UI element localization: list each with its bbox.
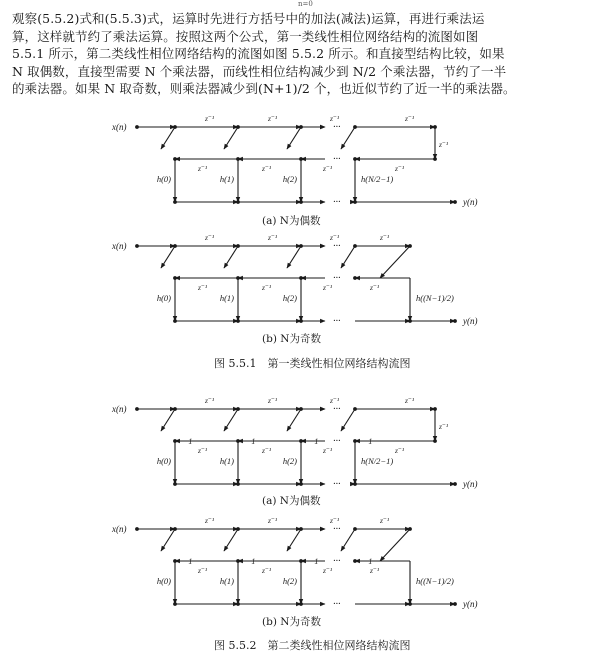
coef-label-h3: h(N/2−1) — [361, 456, 394, 466]
paragraph-line: 算，这样就节约了乘法运算。按照这两个公式，第一类线性相位网络结构的流图如图 — [12, 28, 479, 44]
node-dot — [299, 125, 303, 129]
diag-branch — [341, 127, 355, 149]
paragraph-line: 观察(5.5.2)式和(5.5.3)式，运算时先进行方括号中的加法(减法)运算，再进行乘法运 — [12, 11, 485, 26]
ellipsis: ··· — [333, 524, 341, 535]
node-dot — [408, 602, 412, 606]
node-dot — [299, 602, 303, 606]
output-label: y(n) — [463, 316, 478, 326]
coef-label-h2: h(2) — [282, 174, 297, 184]
coef-label-h1: h(1) — [219, 174, 234, 184]
node-dot — [236, 602, 240, 606]
diag-branch — [341, 246, 355, 268]
coef-label-h1: h(1) — [219, 456, 234, 466]
node-dot — [299, 482, 303, 486]
delay-label: z⁻¹ — [262, 566, 272, 575]
node-dot — [353, 125, 357, 129]
node-dot — [353, 559, 357, 563]
coef-label-h3: h((N−1)/2) — [416, 293, 454, 303]
ellipsis: ··· — [333, 273, 341, 284]
node-dot — [453, 319, 457, 323]
paragraph-line: 的乘法器。如果 N 取奇数，则乘法器减少到(N+1)/2 个，也近似节约了近一半的乘法器。 — [12, 81, 516, 97]
figure2a-subcaption: (a) N为偶数 — [262, 495, 321, 507]
coef-label-h0: h(0) — [156, 174, 171, 184]
minus-one-label: −1 — [183, 437, 193, 446]
minus-one-label: −1 — [363, 557, 373, 566]
node-dot — [173, 407, 177, 411]
node-dot — [433, 157, 437, 161]
ellipsis: ··· — [333, 197, 341, 208]
paragraph-line: 5.5.1 所示，第二类线性相位网络结构的流图如图 5.5.2 所示。和直接型结构比较，如果 — [12, 46, 505, 62]
node-dot — [433, 407, 437, 411]
node-dot — [408, 527, 412, 531]
delay-label: z⁻¹ — [268, 233, 278, 242]
node-dot — [353, 200, 357, 204]
diag-branch — [341, 409, 355, 431]
delay-label: z⁻¹ — [198, 566, 208, 575]
node-dot — [173, 200, 177, 204]
minus-one-label: −1 — [363, 437, 373, 446]
delay-label: z⁻¹ — [395, 446, 405, 455]
node-dot — [173, 244, 177, 248]
diag-branch — [224, 246, 238, 268]
input-label: x(n) — [112, 524, 127, 534]
turnaround-branch — [380, 529, 410, 561]
diag-branch — [161, 246, 175, 268]
node-dot — [299, 407, 303, 411]
node-dot — [353, 244, 357, 248]
diag-branch — [224, 127, 238, 149]
delay-label: z⁻¹ — [198, 446, 208, 455]
node-dot — [173, 602, 177, 606]
minus-one-label: −1 — [183, 557, 193, 566]
ellipsis: ··· — [333, 122, 341, 133]
minus-one-label: −1 — [309, 557, 319, 566]
coef-label-h3: h(N/2−1) — [361, 174, 394, 184]
delay-label: z⁻¹ — [330, 396, 340, 405]
delay-label: z⁻¹ — [205, 114, 215, 123]
delay-label: z⁻¹ — [370, 283, 380, 292]
node-dot — [453, 482, 457, 486]
output-label: y(n) — [463, 479, 478, 489]
figure1b-subcaption: (b) N为奇数 — [262, 333, 321, 345]
node-dot — [353, 407, 357, 411]
delay-label: z⁻¹ — [323, 283, 333, 292]
output-label: y(n) — [463, 599, 478, 609]
node-dot — [433, 125, 437, 129]
node-dot — [236, 527, 240, 531]
node-dot — [236, 244, 240, 248]
ellipsis: ··· — [333, 241, 341, 252]
input-label: x(n) — [112, 122, 127, 132]
ellipsis: ··· — [333, 154, 341, 165]
node-dot — [453, 602, 457, 606]
coef-label-h3: h((N−1)/2) — [416, 576, 454, 586]
node-dot — [236, 407, 240, 411]
coef-label-h1: h(1) — [219, 293, 234, 303]
delay-label: z⁻¹ — [268, 396, 278, 405]
node-dot — [299, 527, 303, 531]
coef-label-h0: h(0) — [156, 576, 171, 586]
paragraph-line: N 取偶数，直接型需要 N 个乘法器，而线性相位结构减少到 N/2 个乘法器，节约了一半 — [12, 63, 507, 79]
coef-label-h1: h(1) — [219, 576, 234, 586]
node-dot — [236, 125, 240, 129]
output-label: y(n) — [463, 197, 478, 207]
node-dot — [173, 319, 177, 323]
node-dot — [299, 319, 303, 323]
delay-label: z⁻¹ — [205, 516, 215, 525]
node-dot — [236, 200, 240, 204]
coef-label-h2: h(2) — [282, 576, 297, 586]
ellipsis: ··· — [333, 556, 341, 567]
delay-label: z⁻¹ — [268, 516, 278, 525]
diag-branch — [161, 409, 175, 431]
ellipsis: ··· — [333, 479, 341, 490]
delay-label: z⁻¹ — [205, 396, 215, 405]
diag-branch — [287, 246, 301, 268]
node-dot — [453, 200, 457, 204]
diag-branch — [287, 529, 301, 551]
diag-branch — [161, 127, 175, 149]
node-dot — [353, 527, 357, 531]
diag-branch — [341, 529, 355, 551]
delay-label: z⁻¹ — [395, 164, 405, 173]
delay-label: z⁻¹ — [198, 164, 208, 173]
coef-label-h0: h(0) — [156, 456, 171, 466]
minus-one-label: −1 — [246, 557, 256, 566]
delay-label: z⁻¹ — [268, 114, 278, 123]
delay-label: z⁻¹ — [330, 516, 340, 525]
delay-label: z⁻¹ — [205, 233, 215, 242]
delay-label: z⁻¹ — [330, 114, 340, 123]
delay-label: z⁻¹ — [262, 164, 272, 173]
delay-label: z⁻¹ — [405, 114, 415, 123]
node-dot — [173, 527, 177, 531]
ellipsis: ··· — [333, 599, 341, 610]
delay-label: z⁻¹ — [323, 566, 333, 575]
node-dot — [236, 482, 240, 486]
figure2b-subcaption: (b) N为奇数 — [262, 616, 321, 628]
delay-label: z⁻¹ — [380, 233, 390, 242]
node-dot — [173, 125, 177, 129]
coef-label-h2: h(2) — [282, 456, 297, 466]
input-label: x(n) — [112, 241, 127, 251]
coef-label-h2: h(2) — [282, 293, 297, 303]
node-dot — [433, 439, 437, 443]
node-dot — [408, 319, 412, 323]
delay-label: z⁻¹ — [370, 566, 380, 575]
coef-label-h0: h(0) — [156, 293, 171, 303]
diag-branch — [287, 127, 301, 149]
node-dot — [299, 244, 303, 248]
delay-label: z⁻¹ — [405, 396, 415, 405]
ellipsis: ··· — [333, 436, 341, 447]
ellipsis: ··· — [333, 404, 341, 415]
delay-label: z⁻¹ — [323, 164, 333, 173]
minus-one-label: −1 — [246, 437, 256, 446]
diag-branch — [224, 529, 238, 551]
summation-index-fragment: n=0 — [298, 0, 313, 8]
delay-label: z⁻¹ — [330, 233, 340, 242]
node-dot — [173, 482, 177, 486]
input-label: x(n) — [112, 404, 127, 414]
delay-label: z⁻¹ — [262, 283, 272, 292]
figure2-caption: 图 5.5.2 第二类线性相位网络结构流图 — [214, 639, 411, 652]
delay-label: z⁻¹ — [323, 446, 333, 455]
node-dot — [299, 200, 303, 204]
diag-branch — [161, 529, 175, 551]
figure1a-subcaption: (a) N为偶数 — [262, 215, 321, 227]
node-dot — [353, 482, 357, 486]
delay-label: z⁻¹ — [439, 140, 449, 149]
node-dot — [236, 319, 240, 323]
diag-branch — [224, 409, 238, 431]
node-dot — [408, 244, 412, 248]
delay-label: z⁻¹ — [439, 422, 449, 431]
figure1-caption: 图 5.5.1 第一类线性相位网络结构流图 — [214, 357, 411, 370]
diag-branch — [287, 409, 301, 431]
node-dot — [353, 276, 357, 280]
delay-label: z⁻¹ — [380, 516, 390, 525]
delay-label: z⁻¹ — [262, 446, 272, 455]
ellipsis: ··· — [333, 316, 341, 327]
minus-one-label: −1 — [309, 437, 319, 446]
turnaround-branch — [380, 246, 410, 278]
delay-label: z⁻¹ — [198, 283, 208, 292]
